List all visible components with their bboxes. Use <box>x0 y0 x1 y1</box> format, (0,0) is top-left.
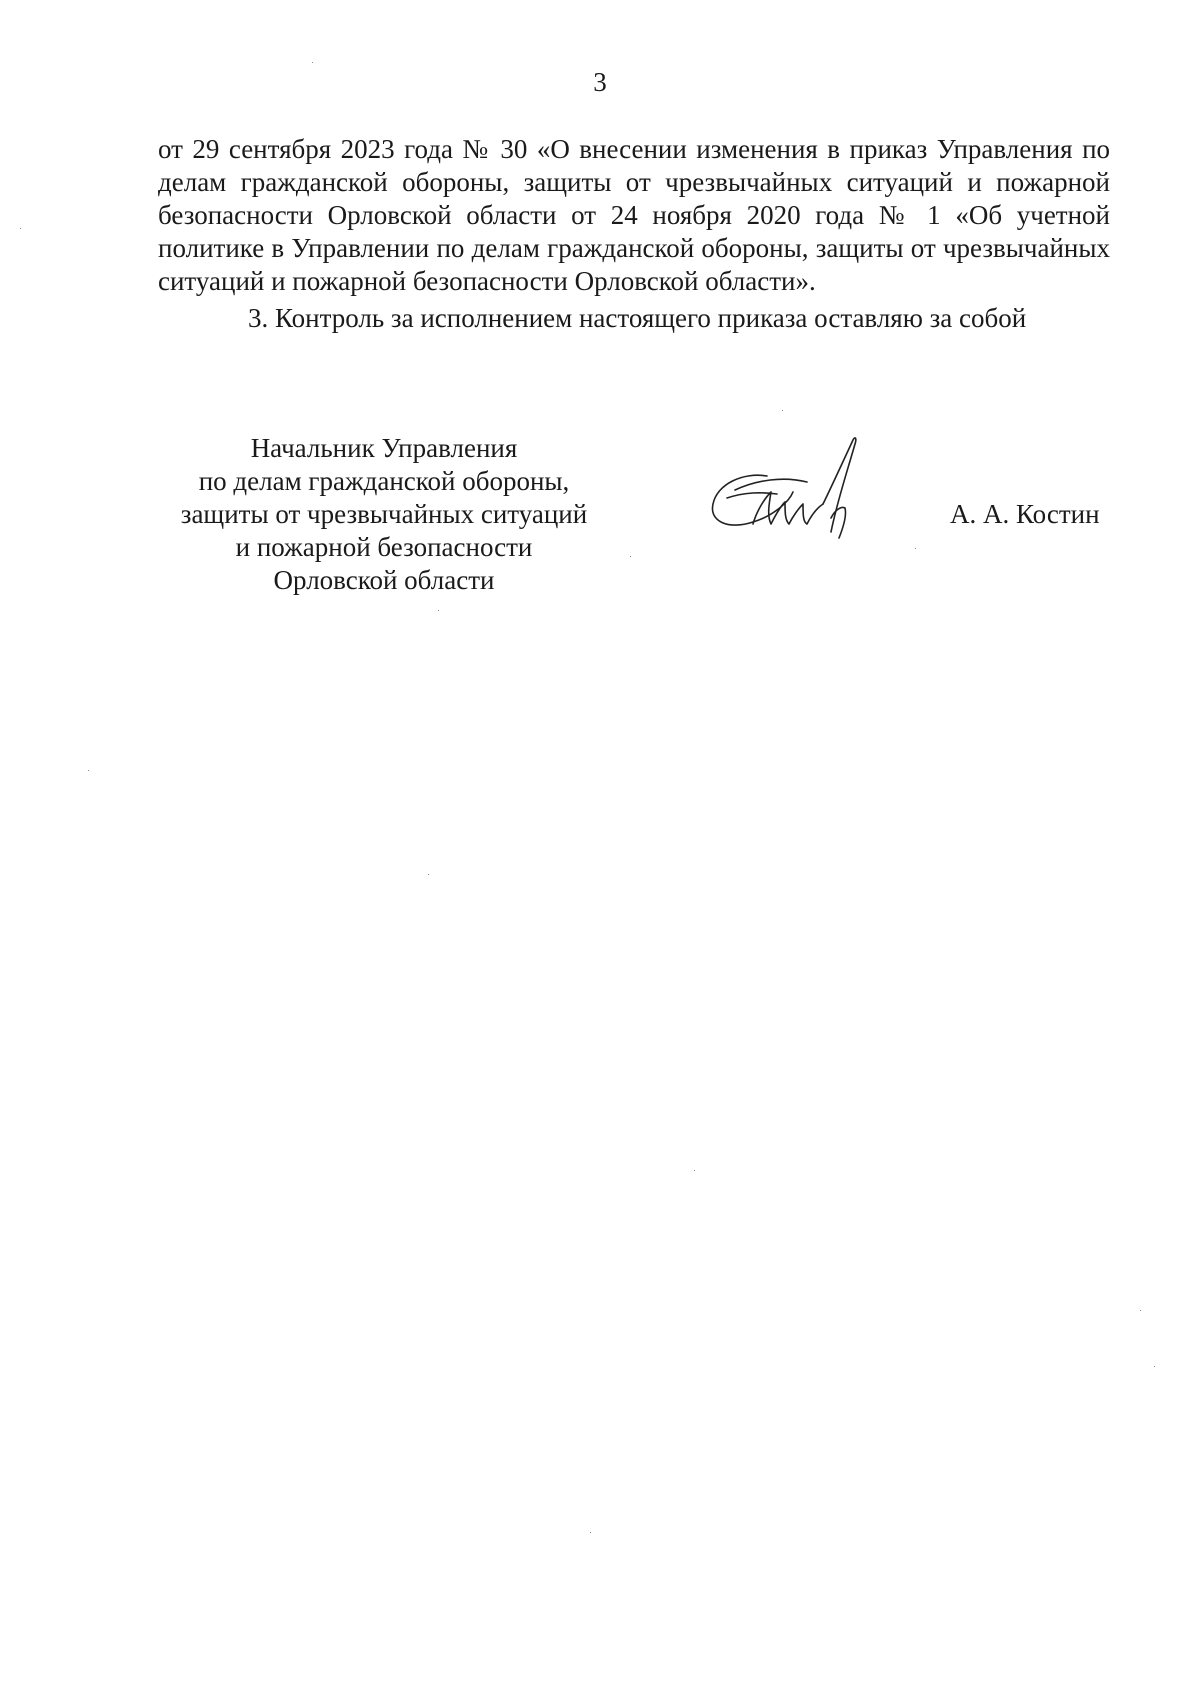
scan-speck <box>590 1532 591 1533</box>
page-number: 3 <box>593 67 607 97</box>
position-line: по делам гражданской обороны, <box>198 466 570 496</box>
position-line: Начальник Управления <box>250 433 518 463</box>
signer-name: А. А. Костин <box>950 499 1100 529</box>
paragraph-line: и пожарной безопасности Орловской области от 24 ноября 2020 года № 1 <box>158 167 1110 230</box>
scan-speck <box>694 1170 695 1171</box>
handwritten-signature <box>705 432 890 562</box>
scan-speck <box>428 874 429 875</box>
position-line: и пожарной безопасности <box>235 532 533 562</box>
paragraph-line: от 29 сентября 2023 года № 30 «О внесении изменения в приказ Управления <box>158 134 1073 164</box>
scan-speck <box>915 548 916 549</box>
signatory-position <box>174 432 594 597</box>
scan-speck <box>312 62 313 63</box>
scan-speck <box>438 610 439 611</box>
paragraph-continuation <box>158 133 1110 298</box>
scan-speck <box>782 410 783 411</box>
paragraph-line: «Об учетной политике в Управлении по делам гражданской обороны, защиты <box>158 200 1110 263</box>
paragraph-line: от чрезвычайных ситуаций и пожарной безопасности Орловской области». <box>158 233 1111 296</box>
document-body <box>158 133 1110 335</box>
position-line: Орловской области <box>273 565 495 595</box>
signature-block <box>160 432 1200 612</box>
scan-speck <box>20 228 21 229</box>
scan-speck <box>1154 1366 1155 1367</box>
scan-speck <box>630 556 631 557</box>
paragraph-line: по делам гражданской обороны, защиты от чрезвычайных ситуаций <box>158 134 1111 197</box>
item-3-paragraph: 3. Контроль за исполнением настоящего приказа оставляю за собой <box>248 303 1027 333</box>
position-line: защиты от чрезвычайных ситуаций <box>180 499 588 529</box>
scan-speck <box>1140 1310 1141 1311</box>
scan-speck <box>88 770 89 771</box>
